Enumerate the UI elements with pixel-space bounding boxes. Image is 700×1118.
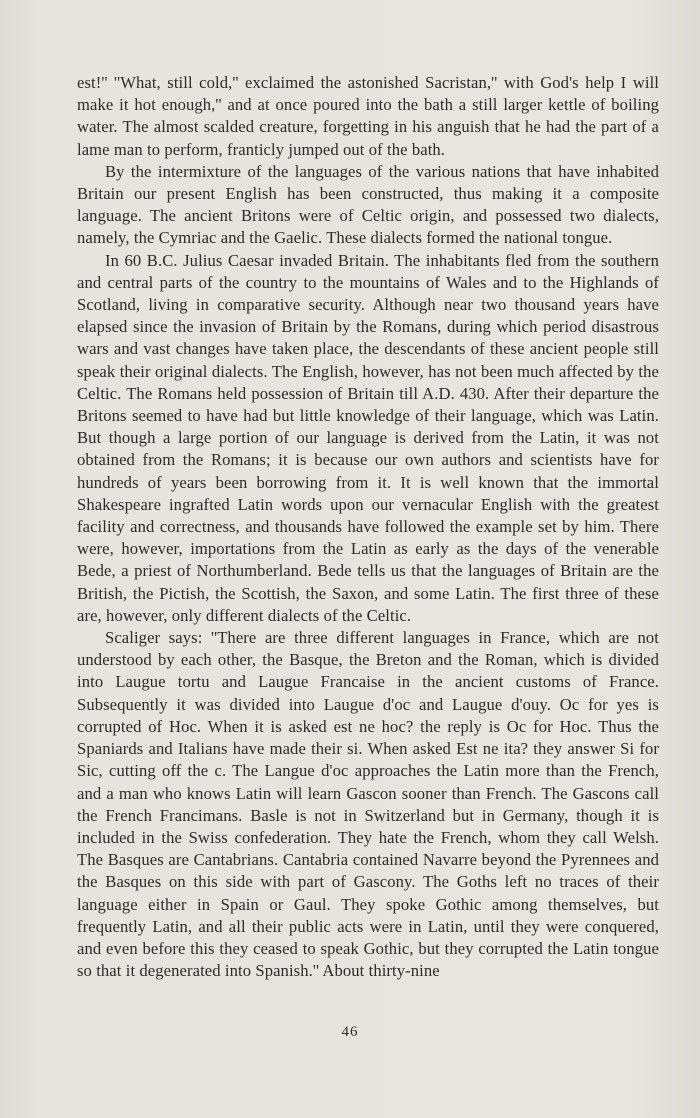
page-number: 46 (341, 1024, 359, 1040)
body-text (77, 72, 659, 982)
paragraph-4: Scaliger says: ''There are three different languages in France, which are not understood by each other, the Basque, the Breton and the Roman, which is divided into Laugue tortu and Laugue Francaise in the ancient customs of France. Subsequently it was divided into Laugue d'oc and Laugue d'ouy. Oc for yes is corrupted of Hoc. When it is asked est ne hoc? the reply is Oc for Hoc. Thus the Spaniards and Italians have made their si. When asked Est ne ita? they answer Si for Sic, cutting off the c. The Langue d'oc approaches the Latin more than the French, and a man who knows Latin will learn Gascon sooner than French. The Gascons call the French Francimans. Basle is not in Switzerland but in Germany, though it is included in the Swiss confederation. They hate the French, whom they call Welsh. The Basques are Cantabrians. Cantabria contained Navarre beyond the Pyrennees and the Basques on this side with part of Gascony. The Goths left no traces of their language either in Spain or Gaul. They spoke Gothic among themselves, but frequently Latin, and all their public acts were in Latin, until they were conquered, and even before this they ceased to speak Gothic, but they corrupted the Latin tongue so that it degenerated into Spanish.'' About thirty-nine (77, 628, 659, 981)
paragraph-2: By the intermixture of the languages of the various nations that have inhabited Britain our present English has been constructed, thus making it a composite language. The ancient Britons were of Celtic origin, and possessed two dialects, namely, the Cymriac and the Gaelic. These dialects formed the national tongue. (77, 161, 659, 248)
paragraph-3: In 60 B.C. Julius Caesar invaded Britain. The inhabitants fled from the southern and central parts of the country to the mountains of Wales and to the Highlands of Scotland, living in comparative security. Although near two thousand years have elapsed since the invasion of Britain by the Romans, during which period disastrous wars and vast changes have taken place, the descendants of these ancient people still speak their original dialects. The English, however, has not been much affected by the Celtic. The Romans held possession of Britain till A.D. 430. After their departure the Britons seemed to have had but little knowledge of their language, which was Latin. But though a large portion of our language is derived from the Latin, it was not obtained from the Romans; it is because our own authors and scientists have for hundreds of years been borrowing from it. It is well known that the immortal Shakespeare ingrafted Latin words upon our vernacular English with the greatest facility and correctness, and thousands have followed the example set by him. There were, however, importations from the Latin as early as the days of the venerable Bede, a priest of Northumberland. Bede tells us that the languages of Britain are the British, the Pictish, the Scottish, the Saxon, and some Latin. The first three of these are, however, only different dialects of the Celtic. (77, 250, 659, 625)
paragraph-1: est!'' ''What, still cold,'' exclaimed the astonished Sacristan,'' with God's help I will make it hot enough,'' and at once poured into the bath a still larger kettle of boiling water. The almost scalded creature, forgetting in his anguish that he had the part of a lame man to perform, franticly jumped out of the bath. (77, 73, 659, 159)
